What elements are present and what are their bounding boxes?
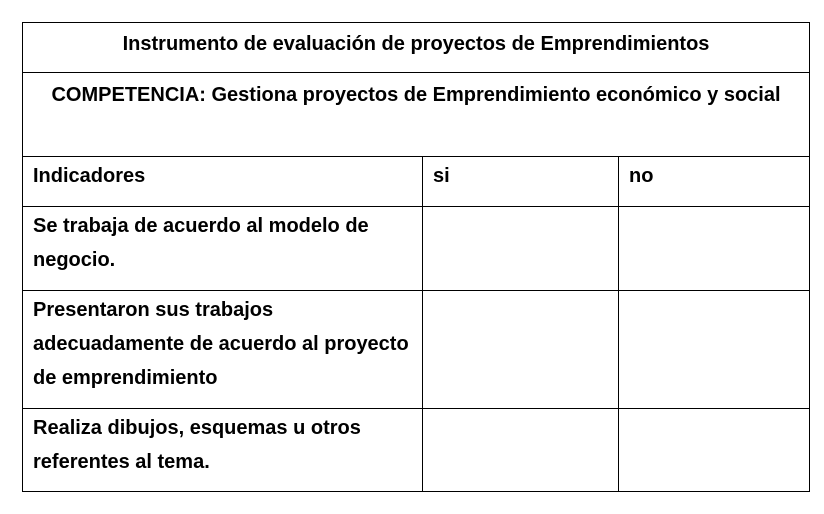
indicator-cell: Presentaron sus trabajos adecuadamente de acuerdo al proyecto de emprendimiento — [23, 291, 423, 409]
column-header-indicators: Indicadores — [23, 157, 423, 207]
title-row — [23, 23, 810, 73]
table-title: Instrumento de evaluación de proyectos de Emprendimientos — [23, 23, 810, 73]
no-cell — [619, 409, 810, 492]
table-row — [23, 291, 810, 409]
si-cell — [423, 409, 619, 492]
evaluation-table — [22, 22, 810, 492]
indicator-cell: Realiza dibujos, esquemas u otros referentes al tema. — [23, 409, 423, 492]
table-row — [23, 207, 810, 291]
competence-row — [23, 73, 810, 157]
indicator-cell: Se trabaja de acuerdo al modelo de negocio. — [23, 207, 423, 291]
si-cell — [423, 291, 619, 409]
table-row — [23, 409, 810, 492]
no-cell — [619, 291, 810, 409]
no-cell — [619, 207, 810, 291]
column-header-si: si — [423, 157, 619, 207]
header-row — [23, 157, 810, 207]
competence-text: COMPETENCIA: Gestiona proyectos de Emprendimiento económico y social — [23, 73, 810, 157]
column-header-no: no — [619, 157, 810, 207]
si-cell — [423, 207, 619, 291]
